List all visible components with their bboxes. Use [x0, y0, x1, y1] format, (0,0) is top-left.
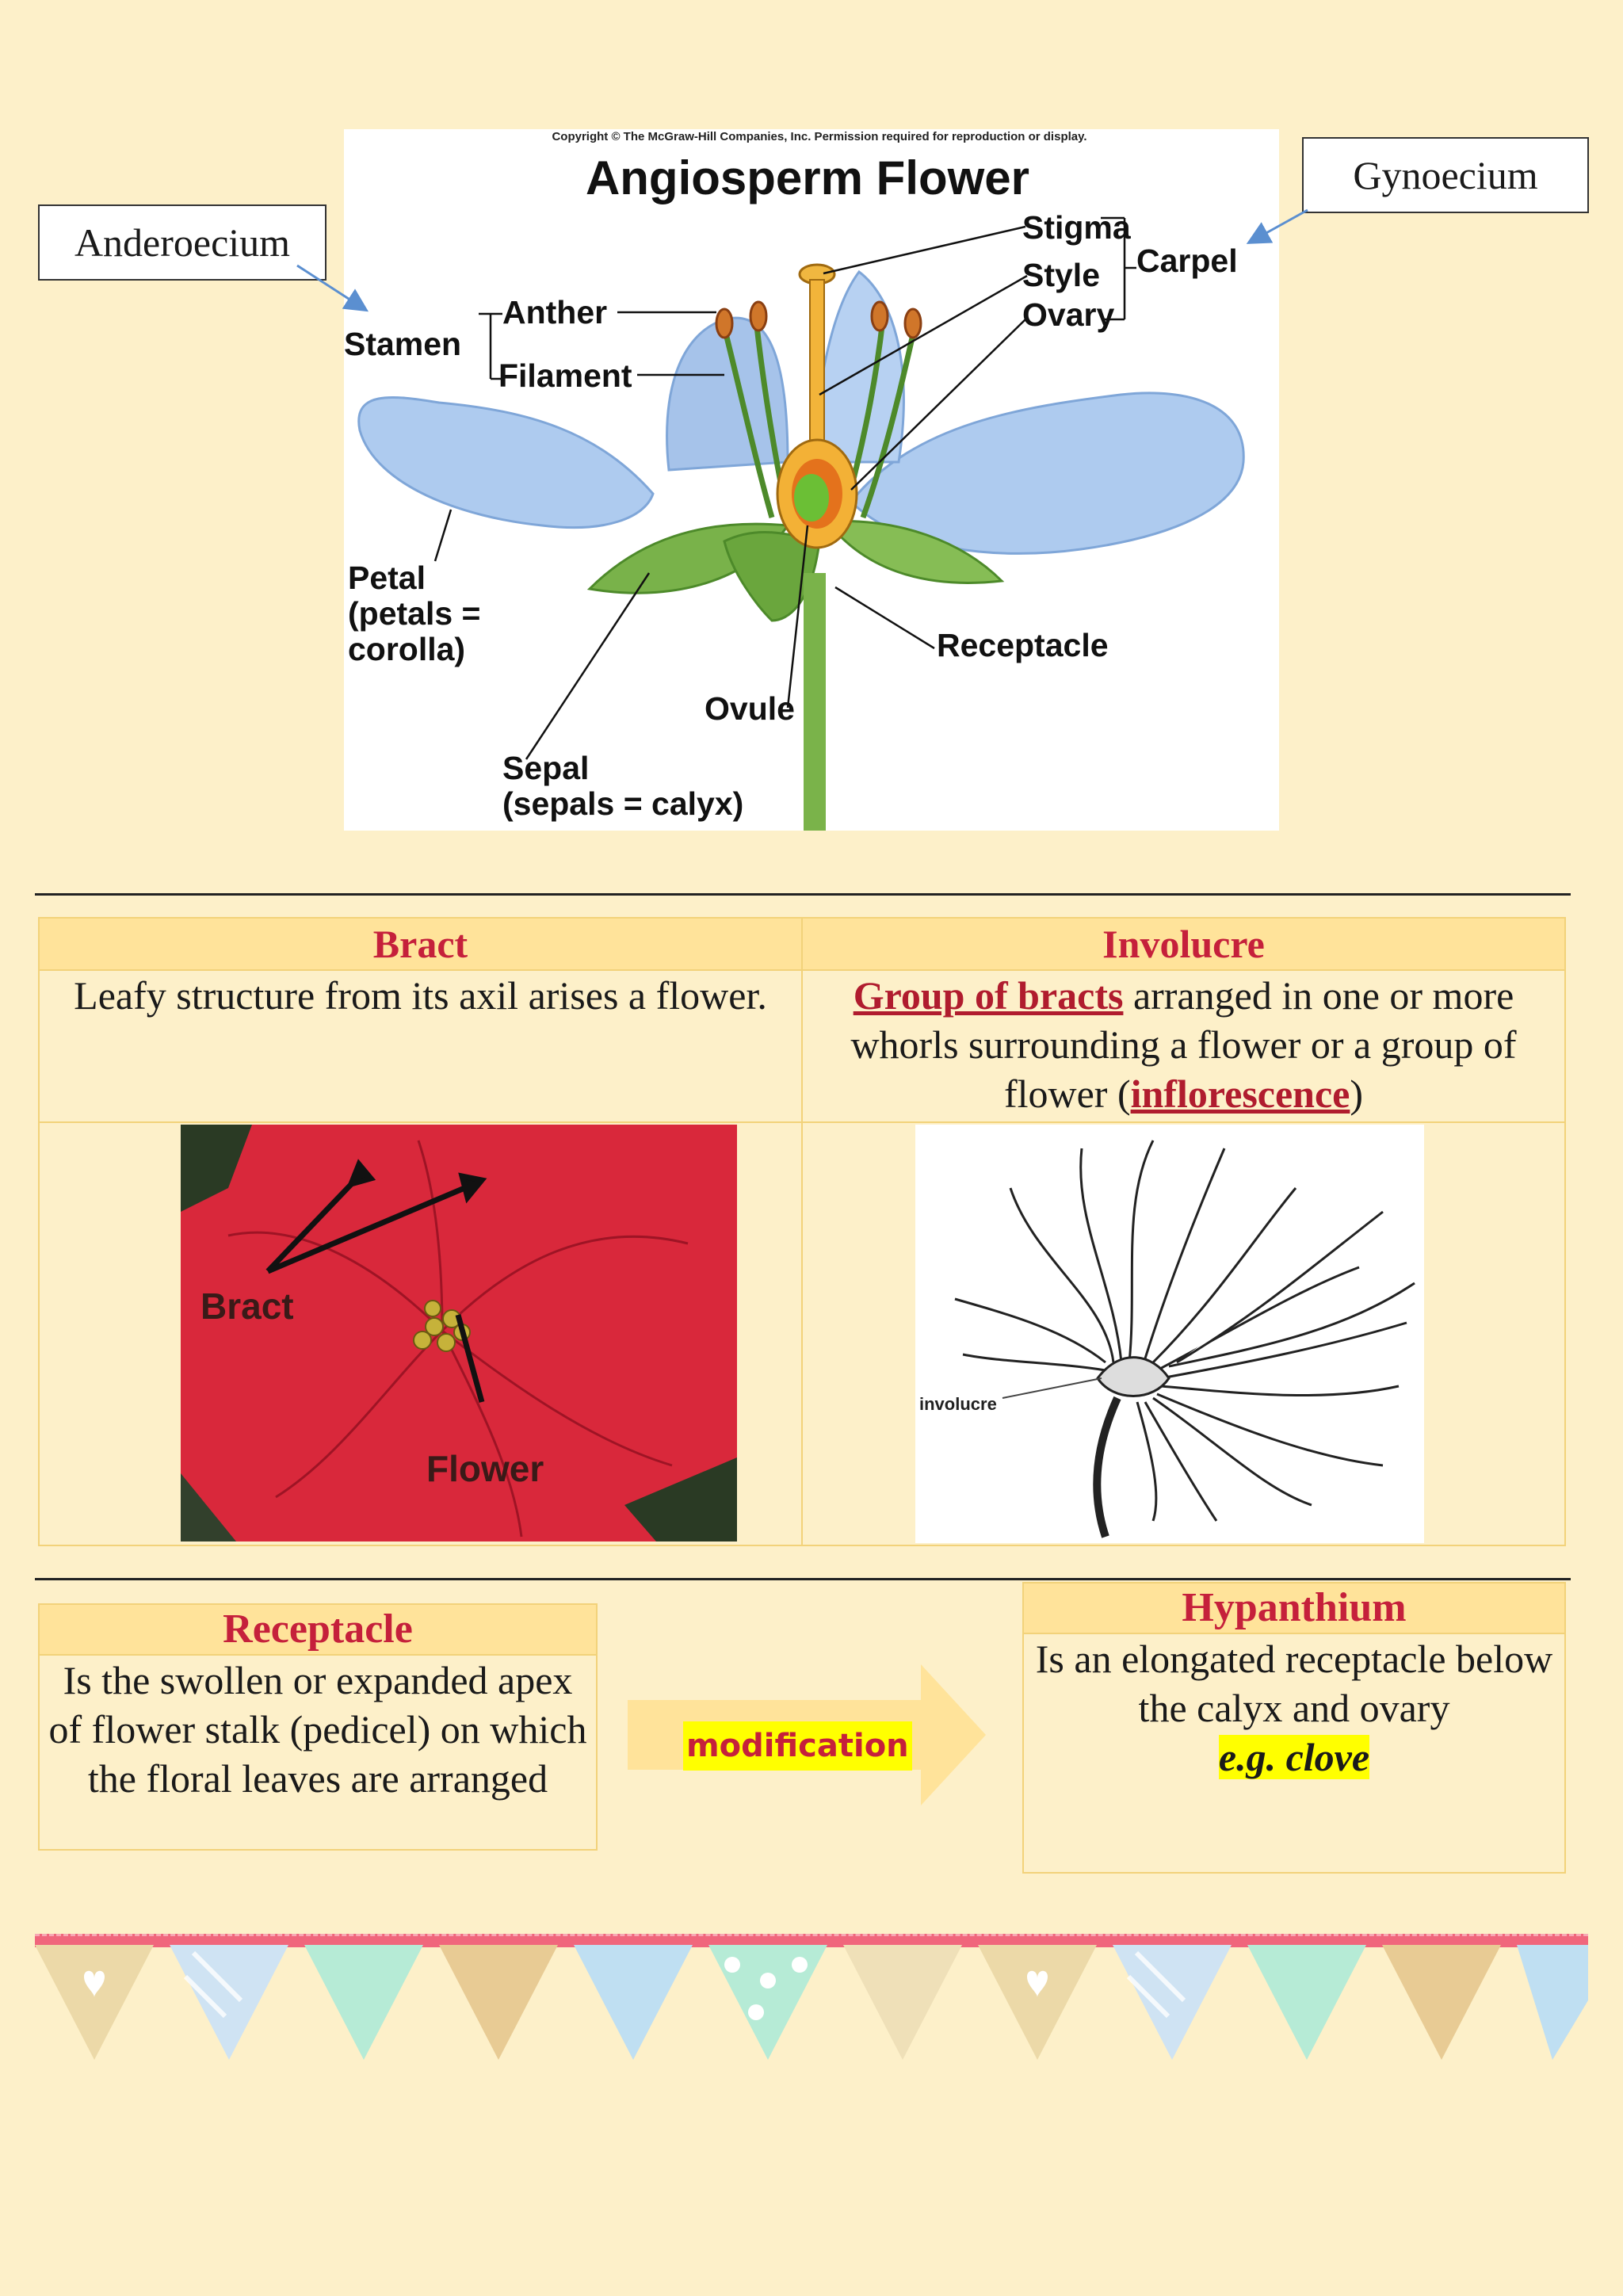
bunting-flags — [35, 1945, 1588, 2064]
anderoecium-callout: Anderoecium — [38, 204, 327, 281]
label-sepal-2: (sepals = calyx) — [502, 785, 744, 822]
callout-arrows — [0, 0, 1623, 333]
bract-involucre-table — [38, 917, 1566, 1546]
involucre-drawing-cell — [802, 1122, 1565, 1545]
involucre-drawing — [915, 1125, 1424, 1543]
left-petal — [359, 397, 653, 527]
modification-label: modification — [683, 1721, 912, 1771]
flower-stalk — [804, 573, 826, 831]
label-stigma: Stigma — [1022, 209, 1131, 246]
label-petal-2: (petals = — [348, 595, 481, 632]
involucre-definition: Group of bracts arranged in one or more whorls surrounding a flower or a group of flower (inflorescence) — [802, 970, 1565, 1122]
receptacle-heading: Receptacle — [38, 1603, 598, 1654]
label-petal: Petal — [348, 560, 426, 596]
divider-top — [35, 893, 1571, 896]
bract-photo-label: Bract — [200, 1286, 294, 1327]
diagram-title: Angiosperm Flower — [585, 151, 1030, 204]
label-carpel: Carpel — [1136, 243, 1238, 279]
label-ovary: Ovary — [1022, 296, 1115, 333]
label-petal-3: corolla) — [348, 631, 466, 667]
hypanthium-definition: Is an elongated receptacle below the calyx and ovary — [1035, 1637, 1553, 1730]
divider-bottom — [35, 1578, 1571, 1580]
hypanthium-example: e.g. clove — [1218, 1735, 1370, 1779]
hypanthium-body — [1022, 1633, 1566, 1874]
receptacle-definition: Is the swollen or expanded apex of flower stalk (pedicel) on which the floral leaves are arranged — [38, 1654, 598, 1851]
inflorescence-term: inflorescence — [1130, 1072, 1350, 1116]
receptacle-card — [38, 1603, 598, 1851]
involucre-drawing-label: involucre — [919, 1394, 997, 1414]
involucre-heading: Involucre — [802, 918, 1565, 970]
bunting-triangles — [35, 1945, 1588, 2060]
hypanthium-heading: Hypanthium — [1022, 1582, 1566, 1633]
poinsettia-photo — [181, 1125, 737, 1541]
label-style: Style — [1022, 257, 1100, 293]
group-of-bracts-term: Group of bracts — [853, 973, 1124, 1018]
bract-definition: Leafy structure from its axil arises a flower. — [39, 970, 802, 1122]
bract-photo-cell — [39, 1122, 802, 1545]
hypanthium-card — [1022, 1582, 1566, 1874]
copyright-note: Copyright © The McGraw-Hill Companies, Inc. Permission required for reproduction or display. — [552, 130, 1087, 143]
ovule-shape — [794, 474, 829, 521]
label-stamen: Stamen — [344, 326, 462, 362]
label-receptacle: Receptacle — [937, 627, 1109, 663]
gynoecium-arrow — [1251, 210, 1308, 242]
label-sepal: Sepal — [502, 750, 590, 786]
flower-photo-label: Flower — [426, 1448, 544, 1489]
bract-heading: Bract — [39, 918, 802, 970]
label-filament: Filament — [498, 357, 632, 394]
anderoecium-arrow — [297, 266, 365, 309]
gynoecium-callout: Gynoecium — [1302, 137, 1589, 213]
label-ovule: Ovule — [705, 690, 795, 727]
label-anther: Anther — [502, 294, 608, 330]
